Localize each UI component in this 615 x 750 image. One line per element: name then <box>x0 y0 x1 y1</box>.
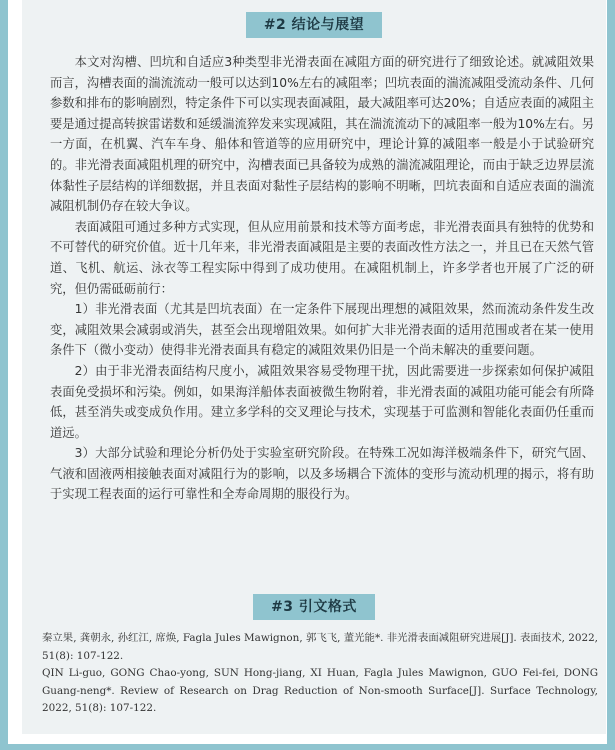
conclusion-paragraph-1: 本文对沟槽、凹坑和自适应3种类型非光滑表面在减阻方面的研究进行了细致论述。就减阻效果而言，沟槽表面的湍流流动一般可以达到10%左右的减阻率；凹坑表面的湍流减阻受流动条件、几何参数和排布的影响剧烈，特定条件下可以实现表面减阻，最大减阻率可达20%；自适应表面的减阻主要是通过提高转捩雷诺数和延缓湍流猝发来实现减阻，其在湍流流动下的减阻率一般为10%左右。另一方面，在机翼、汽车车身、船体和管道等的应用研究中，理论计算的减阻率一般是小于试验研究的。非光滑表面减阻机理的研究中，沟槽表面已具备较为成熟的湍流减阻理论，而由于缺乏边界层流体黏性子层结构的详细数据，并且表面对黏性子层结构的影响不明晰，凹坑表面和自适应表面的湍流减阻机制仍存在较大争议。 <box>50 55 594 214</box>
citation-title: #3 引文格式 <box>253 594 375 620</box>
content-card <box>22 0 606 734</box>
outlook-item-3: 3）大部分试验和理论分析仍处于实验室研究阶段。在特殊工况如海洋极端条件下，研究气固、气液和固液两相接触表面对减阻行为的影响，以及多场耦合下流体的变形与流动机理的揭示，将有助于实现工程表面的运行可靠性和全寿命周期的服役行为。 <box>50 446 594 502</box>
citation-header <box>22 594 606 620</box>
outlook-item-1: 1）非光滑表面（尤其是凹坑表面）在一定条件下展现出理想的减阻效果，然而流动条件发生改变，减阻效果会减弱或消失，甚至会出现增阻效果。如何扩大非光滑表面的适用范围或者在某一使用条件下（微小变动）使得非光滑表面具有稳定的减阻效果仍旧是一个尚未解决的重要问题。 <box>50 302 594 358</box>
conclusion-header <box>22 12 606 38</box>
conclusion-paragraph-2: 表面减阻可通过多种方式实现，但从应用前景和技术等方面考虑，非光滑表面具有独特的优势和不可替代的研究价值。近十几年来，非光滑表面减阻是主要的表面改性方法之一，并且已在天然气管道、飞机、航运、泳衣等工程实际中得到了成功使用。在减阻机制上，许多学者也开展了广泛的研究，但仍需砥砺前行： <box>50 219 594 296</box>
outlook-item-2: 2）由于非光滑表面结构尺度小，减阻效果容易受物理干扰，因此需要进一步探索如何保护减阻表面免受损坏和污染。例如，如果海洋船体表面被微生物附着，非光滑表面的减阻功能可能会有所降低，甚至消失或变成负作用。建立多学科的交叉理论与技术，实现基于可监测和智能化表面仍任重而道远。 <box>50 363 594 440</box>
citation-body <box>42 630 598 718</box>
citation-chinese: 秦立果, 龚朝永, 孙红江, 席焕, Fagla Jules Mawignon, 郭飞飞, 董光能*. 非光滑表面减阻研究进展[J]. 表面技术, 2022, 51(8): 107-122. <box>42 632 598 662</box>
conclusion-body <box>50 52 594 505</box>
citation-english: QIN Li-guo, GONG Chao-yong, SUN Hong-jiang, XI Huan, Fagla Jules Mawignon, GUO Fei-fei, DONG Guang-neng*. Review of Research on Drag Reduction of Non-smooth Surface[J]. Surface Technology, 2022, 51(8): 107-122. <box>42 667 598 714</box>
conclusion-title: #2 结论与展望 <box>246 12 382 38</box>
